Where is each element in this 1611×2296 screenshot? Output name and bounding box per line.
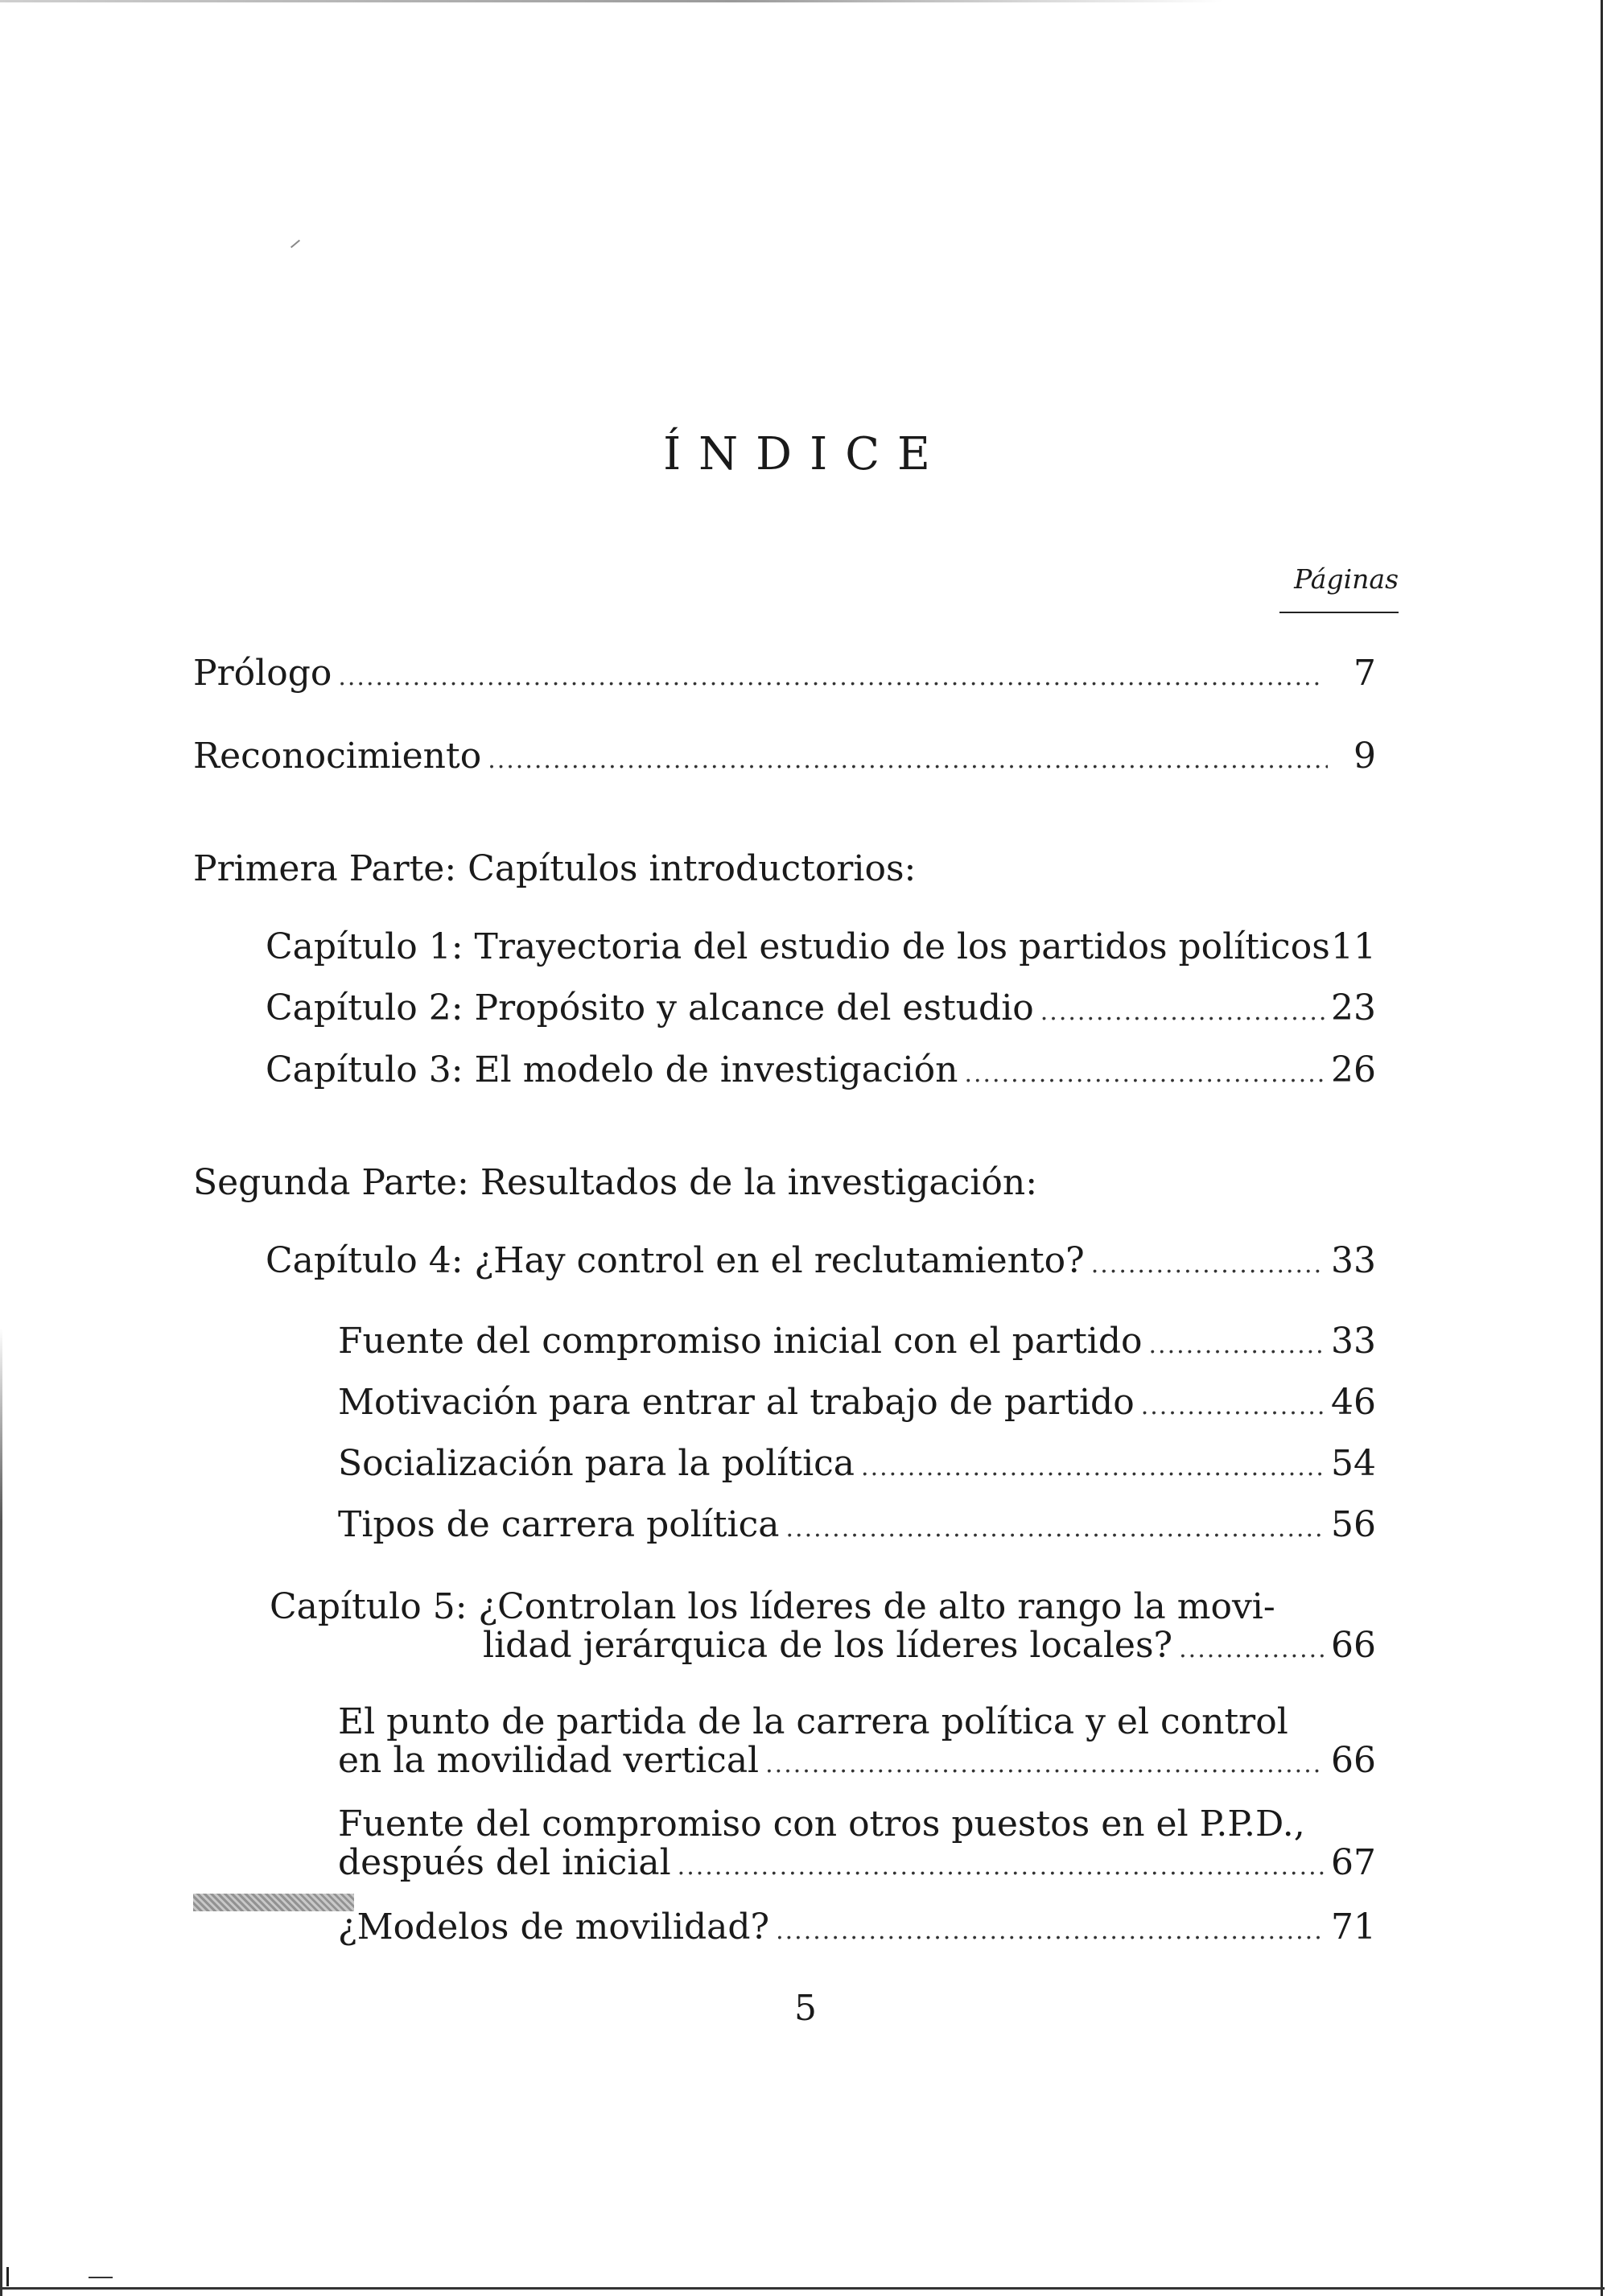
toc-entry-label: Fuente del compromiso inicial con el partido (338, 1321, 1143, 1362)
toc-section (338, 1741, 1376, 1785)
leader-dots (1091, 1245, 1325, 1285)
toc-chapter-2 (266, 988, 1376, 1033)
part-two-heading: Segunda Parte: Resultados de la investigación: (193, 1162, 1038, 1203)
toc-entry-reconocimiento (193, 736, 1376, 781)
toc-entry-page: 66 (1331, 1625, 1376, 1666)
toc-entry-prologo (193, 653, 1376, 698)
toc-entry-page: 56 (1331, 1504, 1376, 1545)
toc-entry-page: 46 (1331, 1382, 1376, 1423)
scan-smudge (193, 1894, 354, 1911)
toc-section (338, 1843, 1376, 1887)
leader-dots (861, 1448, 1325, 1488)
toc-entry-page: 9 (1353, 736, 1376, 777)
toc-entry-page: 66 (1331, 1740, 1376, 1781)
scan-stray-mark (290, 240, 300, 249)
toc-entry-label: ¿Modelos de movilidad? (338, 1906, 770, 1948)
toc-entry-label: Capítulo 3: El modelo de investigación (266, 1049, 958, 1090)
leader-dots (678, 1847, 1325, 1887)
leader-dots (786, 1509, 1325, 1549)
toc-entry-label: Socialización para la política (338, 1443, 855, 1484)
leader-dots (1179, 1630, 1325, 1670)
toc-entry-page: 11 (1331, 926, 1376, 967)
toc-entry-label: lidad jerárquica de los líderes locales? (483, 1625, 1173, 1666)
toc-section (338, 1383, 1376, 1427)
toc-entry-page: 33 (1331, 1240, 1376, 1281)
toc-section (338, 1321, 1376, 1366)
toc-entry-page: 23 (1331, 987, 1376, 1028)
toc-entry-page: 7 (1353, 653, 1376, 694)
leader-dots (338, 657, 1321, 698)
leader-dots (765, 1745, 1325, 1785)
toc-entry-page: 54 (1331, 1443, 1376, 1484)
scan-corner-mark (6, 2267, 17, 2286)
part-one-heading: Primera Parte: Capítulos introductorios: (193, 848, 917, 889)
scan-edge-top (0, 0, 1223, 2)
toc-section-line1: Fuente del compromiso con otros puestos en el P.P.D., (338, 1803, 1305, 1845)
toc-entry-page: 71 (1331, 1906, 1376, 1948)
toc-chapter-5 (483, 1626, 1376, 1670)
pages-column-header: Páginas (1294, 563, 1399, 595)
toc-section (338, 1444, 1376, 1488)
toc-entry-label: en la movilidad vertical (338, 1740, 760, 1781)
page-number: 5 (794, 1988, 817, 2029)
toc-entry-page: 26 (1331, 1049, 1376, 1090)
pages-header-rule (1279, 612, 1399, 613)
toc-section-line1: El punto de partida de la carrera política y el control (338, 1701, 1288, 1742)
leader-dots (1149, 1325, 1325, 1366)
leader-dots (964, 1054, 1325, 1094)
toc-entry-label: Prólogo (193, 653, 332, 694)
toc-chapter-3 (266, 1050, 1376, 1094)
page-title: ÍNDICE (663, 428, 948, 480)
toc-entry-label: Motivación para entrar al trabajo de partido (338, 1382, 1135, 1423)
toc-chapter-5-line1: Capítulo 5: ¿Controlan los líderes de alto rango la movi- (270, 1586, 1275, 1627)
toc-section (338, 1907, 1376, 1952)
toc-entry-label: después del inicial (338, 1842, 671, 1883)
scan-edge-left (0, 1328, 2, 2296)
scan-edge-bottom (0, 2287, 1605, 2290)
leader-dots (776, 1911, 1325, 1952)
toc-entry-label: Tipos de carrera política (338, 1504, 780, 1545)
toc-entry-page: 33 (1331, 1321, 1376, 1362)
toc-section (338, 1505, 1376, 1549)
leader-dots (488, 740, 1328, 781)
toc-chapter-4 (266, 1241, 1376, 1285)
leader-dots (1040, 992, 1325, 1033)
toc-entry-label: Capítulo 2: Propósito y alcance del estudio (266, 987, 1034, 1028)
toc-entry-label: Capítulo 4: ¿Hay control en el reclutamiento? (266, 1240, 1085, 1281)
scan-bottom-dash (89, 2277, 113, 2278)
leader-dots (1141, 1387, 1325, 1427)
toc-entry-label: Capítulo 1: Trayectoria del estudio de los partidos políticos (266, 926, 1330, 967)
scan-edge-right (1601, 0, 1603, 2296)
toc-entry-label: Reconocimiento (193, 736, 482, 777)
toc-chapter-1 (266, 927, 1376, 967)
toc-entry-page: 67 (1331, 1842, 1376, 1883)
